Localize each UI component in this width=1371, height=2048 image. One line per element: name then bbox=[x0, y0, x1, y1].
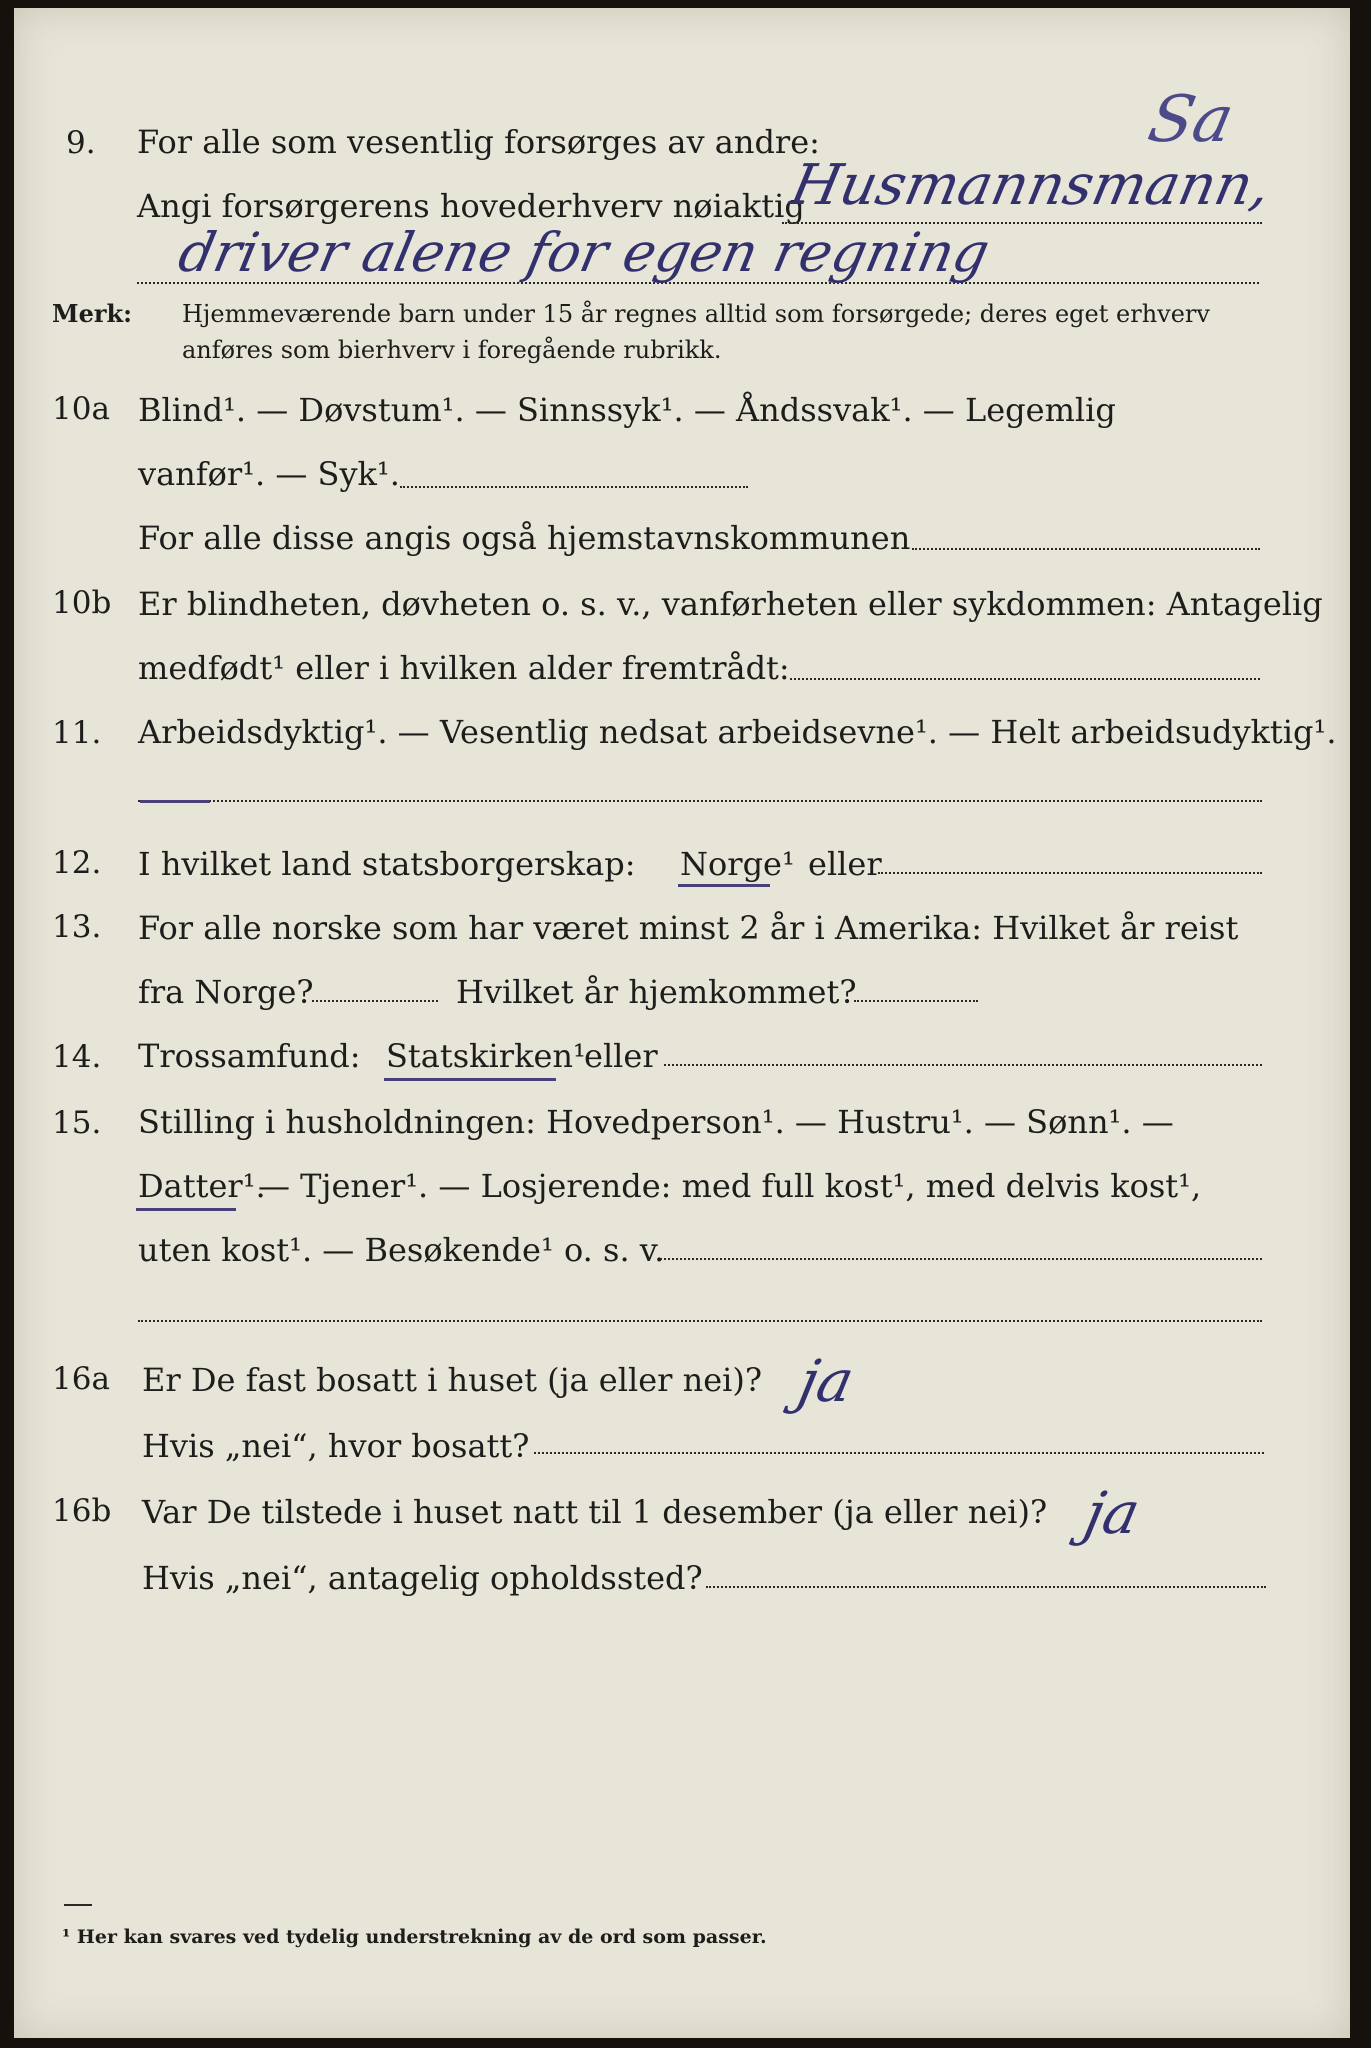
q10a-line2: vanfør¹. — Syk¹. bbox=[138, 455, 400, 493]
q14-answer-line bbox=[664, 1064, 1262, 1066]
q15-line1: Stilling i husholdningen: Hovedperson¹. — Hustru¹. — Sønn¹. — bbox=[138, 1103, 1174, 1141]
q16a-number: 16a bbox=[52, 1361, 110, 1397]
q14-text-b: eller bbox=[584, 1037, 658, 1075]
q16b-line1: Var De tilstede i huset natt til 1 desember (ja eller nei)? bbox=[142, 1493, 1048, 1531]
q16a-line2: Hvis „nei“, hvor bosatt? bbox=[142, 1427, 530, 1465]
q10a-line1: Blind¹. — Døvstum¹. — Sinnssyk¹. — Åndssvak¹. — Legemlig bbox=[138, 391, 1116, 429]
q13-line1: For alle norske som har været minst 2 år i Amerika: Hvilket år reist bbox=[138, 909, 1239, 947]
merk-line2: anføres som bierhverv i foregående rubrikk. bbox=[182, 336, 722, 364]
q14-statskirken-underline bbox=[384, 1078, 556, 1081]
q10b-line1: Er blindheten, døvheten o. s. v., vanførheten eller sykdommen: Antagelig bbox=[138, 585, 1323, 623]
q16b-number: 16b bbox=[52, 1493, 112, 1529]
merk-label: Merk: bbox=[52, 299, 132, 328]
q11-answer-line bbox=[138, 800, 1262, 802]
q15-extra-line bbox=[138, 1320, 1262, 1322]
q10a-kommune-line bbox=[912, 548, 1260, 550]
q12-text-a: I hvilket land statsborgerskap: bbox=[138, 845, 636, 883]
q13-line2a: fra Norge? bbox=[138, 973, 314, 1011]
q14-text-a: Trossamfund: bbox=[138, 1037, 361, 1075]
q9-number: 9. bbox=[66, 125, 96, 161]
q11-pen-mark bbox=[140, 800, 210, 803]
footnote: ¹ Her kan svares ved tydelig understrekning av de ord som passer. bbox=[62, 1926, 767, 1948]
q15-datter-option: Datter¹. bbox=[138, 1167, 266, 1205]
q12-answer-line bbox=[878, 872, 1262, 874]
q12-norge-underline bbox=[678, 884, 770, 887]
q13-reist-line bbox=[312, 1000, 438, 1002]
q10a-syk-line bbox=[400, 486, 748, 488]
q9-handwritten-answer2: driver alene for egen regning bbox=[173, 221, 995, 284]
q13-line2b: Hvilket år hjemkommet? bbox=[456, 973, 857, 1011]
q16a-handwritten-answer: ja bbox=[792, 1347, 860, 1415]
q9-line2: Angi forsørgerens hovederhverv nøiaktig bbox=[137, 187, 805, 225]
q13-hjemkommet-line bbox=[854, 1000, 978, 1002]
q16a-line1: Er De fast bosatt i huset (ja eller nei)? bbox=[142, 1361, 763, 1399]
q10a-number: 10a bbox=[52, 391, 110, 427]
q15-answer-line bbox=[660, 1258, 1262, 1260]
footnote-rule bbox=[64, 1904, 92, 1906]
q11-line1: Arbeidsdyktig¹. — Vesentlig nedsat arbeidsevne¹. — Helt arbeidsudyktig¹. bbox=[138, 713, 1337, 751]
q15-number: 15. bbox=[52, 1105, 102, 1141]
corner-handwritten-mark: Sa bbox=[1142, 83, 1240, 157]
q16a-bosatt-line bbox=[534, 1452, 1264, 1454]
q14-number: 14. bbox=[52, 1039, 102, 1075]
q15-line3: uten kost¹. — Besøkende¹ o. s. v. bbox=[138, 1231, 665, 1269]
q12-norge-option: Norge¹ bbox=[680, 845, 795, 883]
q12-text-b: eller bbox=[808, 845, 882, 883]
q13-number: 13. bbox=[52, 909, 102, 945]
q10a-line3: For alle disse angis også hjemstavnskommunen bbox=[138, 519, 911, 557]
q16b-opholdssted-line bbox=[706, 1586, 1266, 1588]
q14-statskirken-option: Statskirken¹ bbox=[386, 1037, 586, 1075]
q11-number: 11. bbox=[52, 715, 102, 751]
q15-datter-underline bbox=[136, 1208, 236, 1211]
q12-number: 12. bbox=[52, 845, 102, 881]
merk-line1: Hjemmeværende barn under 15 år regnes alltid som forsørgede; deres eget erhverv bbox=[182, 300, 1210, 328]
q15-line2: — Tjener¹. — Losjerende: med full kost¹, med delvis kost¹, bbox=[258, 1167, 1202, 1205]
q9-line1: For alle som vesentlig forsørges av andre: bbox=[137, 123, 820, 161]
q9-handwritten-answer1: Husmannsmann, bbox=[785, 153, 1277, 218]
q10b-number: 10b bbox=[52, 585, 112, 621]
q10b-line2: medfødt¹ eller i hvilken alder fremtrådt: bbox=[138, 649, 790, 687]
q16b-line2: Hvis „nei“, antagelig opholdssted? bbox=[142, 1559, 703, 1597]
q10b-answer-line bbox=[790, 678, 1260, 680]
q16b-handwritten-answer: ja bbox=[1078, 1479, 1146, 1547]
